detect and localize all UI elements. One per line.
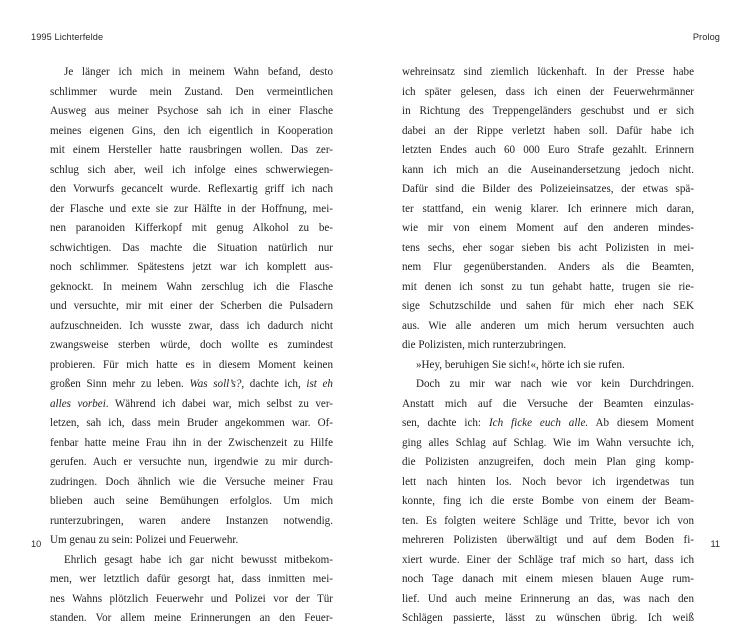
text-segment: mit einem Hersteller hatte rausbringen wollen. Das zer- — [50, 144, 333, 156]
text-line — [402, 317, 694, 337]
text-line — [50, 258, 333, 278]
text-segment: konnte, fing ich die erste Bombe von einem der Beam- — [402, 495, 694, 507]
text-line — [402, 83, 694, 103]
text-line — [402, 63, 694, 83]
text-line — [50, 453, 333, 473]
text-segment: kann ich mich an die Auseinandersetzung jedoch nicht. — [402, 163, 694, 176]
running-head-left: 1995 Lichterfelde — [31, 32, 104, 42]
text-segment: , dachte ich, — [241, 378, 307, 390]
text-segment: runterzubringen, waren andere Instanzen notwendig. — [50, 514, 333, 527]
text-segment: lett nach hinten los. Noch bevor ich irgendetwas tun — [402, 475, 694, 488]
text-line — [50, 278, 333, 298]
text-segment: tens sechs, eher sogar sieben bis acht Polizisten in mei- — [402, 241, 694, 254]
text-line — [402, 512, 694, 532]
text-segment: Ausweg aus meiner Psychose sah ich in einer Flasche — [50, 105, 333, 117]
text-line — [50, 492, 333, 512]
text-line — [402, 219, 694, 239]
text-line — [50, 200, 333, 220]
text-segment: fenbar hatte meine Frau ihn in der Zwischenzeit zu Hilfe — [50, 436, 333, 449]
text-segment: letzten Endes auch 60 000 Euro Strafe gezahlt. Erinnern — [402, 144, 694, 156]
text-segment: nes Wahns plötzlich Feuerwehr und Polizei vor der Tür — [50, 592, 333, 605]
text-segment: nem Flur gegenüberstanden. Anders als die Beamten, — [402, 261, 694, 273]
text-segment: großen Sinn mehr zu leben. — [50, 378, 190, 390]
text-line — [50, 512, 333, 532]
text-segment: Anstatt mich auf die Versuche der Beamten einzulas- — [402, 397, 694, 410]
text-line — [402, 590, 694, 610]
text-segment: . Während ich dabei war, mich selbst zu ver- — [105, 397, 333, 410]
right-page — [375, 0, 750, 624]
text-line — [402, 102, 694, 122]
text-line — [50, 239, 333, 259]
text-line — [50, 219, 333, 239]
left-page — [0, 0, 375, 624]
text-line — [50, 317, 333, 337]
text-line — [50, 122, 333, 142]
right-body-text — [402, 63, 694, 629]
text-segment: dabei an der Rippe verletzt haben soll. Dafür habe ich — [402, 124, 694, 137]
running-head-right: Prolog — [692, 32, 720, 42]
text-line — [402, 200, 694, 220]
text-segment: Schlägen passierte, lässt zu wünschen übrig. Ich weiß — [402, 612, 694, 624]
text-segment: in Richtung des Treppengeländers geschubst und er sich — [402, 105, 694, 117]
text-line — [402, 531, 694, 551]
text-line — [402, 492, 694, 512]
text-line — [402, 161, 694, 181]
text-segment: Je länger ich mich in meinem Wahn befand, desto — [64, 66, 333, 78]
text-line — [50, 356, 333, 376]
text-line — [50, 414, 333, 434]
italic-segment: alles vorbei — [50, 397, 106, 410]
text-segment: der Flasche und exte sie zur Hälfte in der Hoffnung, mei- — [50, 202, 333, 215]
text-segment: schlug sich aber, weil ich infolge eines schwerwiegen- — [50, 163, 333, 176]
text-line — [50, 375, 333, 395]
text-segment: ter stattfand, ein wenig klarer. Ich erinnere mich daran, — [402, 202, 694, 215]
page-number-right: 11 — [710, 539, 720, 549]
text-segment: die Polizisten anzugreifen, doch mein Plan ging komp- — [402, 456, 694, 468]
text-line — [402, 180, 694, 200]
text-line — [402, 356, 694, 376]
text-segment: Um genau zu sein: Polizei und Feuerwehr. — [50, 534, 239, 546]
text-segment: zudringen. Doch ähnlich wie die Versuche meiner Frau — [50, 475, 333, 488]
text-segment: probieren. Für mich hatte es in diesem Moment keinen — [50, 358, 333, 371]
text-segment: die Polizisten, mich runterzubringen. — [402, 339, 567, 351]
text-segment: schlimmer wurde mein Zustand. Den vermeintlichen — [50, 85, 333, 98]
text-segment: mit denen ich sonst zu tun gehabt hatte, trugen sie rie- — [402, 280, 694, 293]
page-number-left: 10 — [31, 539, 42, 549]
text-segment: gerufen. Auch er versuchte nun, irgendwie zu mir durch- — [50, 456, 333, 468]
italic-segment: Was soll’s? — [189, 378, 242, 390]
text-segment: und versuchte, mir mit einer der Scherben die Pulsadern — [50, 300, 333, 312]
text-line — [50, 395, 333, 415]
text-segment: ich später gelesen, dass ich einen der Feuerwehrmänner — [402, 85, 694, 98]
text-line — [402, 414, 694, 434]
text-segment: zwangsweise sterben würde, doch wollte es zumindest — [50, 339, 333, 351]
text-segment: noch schlimmer. Spätestens jetzt war ich komplett aus- — [50, 261, 333, 273]
text-segment: sen, dachte ich: — [402, 417, 489, 429]
text-line — [50, 609, 333, 629]
text-line — [402, 336, 694, 356]
text-line — [402, 122, 694, 142]
text-segment: geknockt. In meinem Wahn zerschlug ich die Flasche — [50, 280, 333, 293]
text-line — [50, 102, 333, 122]
italic-segment: Ich ficke euch alle. — [488, 417, 589, 429]
text-line — [402, 375, 694, 395]
text-segment: xiert wurde. Einer der Schläge traf mich so hart, dass ich — [402, 553, 694, 566]
text-line — [402, 141, 694, 161]
left-body-text — [50, 63, 333, 629]
text-segment: ging alles Schlag auf Schlag. Wie im Wahn versuchte ich, — [402, 436, 694, 449]
text-segment: nen paranoiden Kifferkopf mit genug Alkohol zu be- — [50, 222, 333, 234]
text-line — [50, 531, 333, 551]
text-line — [50, 63, 333, 83]
text-line — [402, 395, 694, 415]
text-line — [50, 551, 333, 571]
text-segment: wie mir von einem Moment auf den anderen mindes- — [402, 222, 694, 234]
text-line — [50, 180, 333, 200]
text-segment: wehreinsatz sind ziemlich lückenhaft. In der Presse habe — [402, 66, 694, 78]
text-line — [50, 473, 333, 493]
text-line — [402, 551, 694, 571]
text-line — [50, 297, 333, 317]
text-line — [402, 570, 694, 590]
text-line — [50, 434, 333, 454]
text-line — [402, 434, 694, 454]
text-segment: standen. Vor allem meine Erinnerungen an den Feuer- — [50, 612, 333, 624]
text-segment: »Hey, beruhigen Sie sich!«, hörte ich sie rufen. — [416, 358, 625, 371]
text-segment: mehreren Polizisten überwältigt und auf dem Boden fi- — [402, 534, 694, 546]
text-segment: schwichtigen. Das machte die Situation natürlich nur — [50, 241, 333, 254]
text-segment: meines eigenen Gins, den ich eigentlich in Kooperation — [50, 124, 333, 137]
text-line — [50, 161, 333, 181]
text-line — [50, 336, 333, 356]
text-line — [402, 258, 694, 278]
text-line — [402, 278, 694, 298]
text-segment: noch Tage danach mit einem miesen blauen Auge rum- — [402, 573, 694, 585]
text-segment: Doch zu mir war nach wie vor kein Durchdringen. — [416, 378, 694, 390]
text-line — [402, 297, 694, 317]
text-line — [402, 239, 694, 259]
text-segment: aus. Wie alle anderen um mich herum versuchten auch — [402, 319, 694, 332]
italic-segment: ist eh — [306, 378, 333, 390]
text-segment: men, wer letztlich dafür gesorgt hat, dass inmitten mei- — [50, 573, 333, 585]
text-line — [402, 609, 694, 629]
text-segment: blieben auch seine Bemühungen erfolglos. Um mich — [50, 495, 333, 507]
text-segment: den Vorwurfs gecancelt wurde. Reflexartig griff ich nach — [50, 183, 333, 195]
text-segment: Dafür sind die Bilder des Polizeieinsatzes, der etwas spä- — [402, 183, 694, 195]
text-segment: Ab diesem Moment — [588, 417, 694, 429]
text-segment: Ehrlich gesagt habe ich gar nicht bewusst mitbekom- — [64, 553, 333, 566]
text-segment: letzen, sah ich, dass mein Bruder angekommen war. Of- — [50, 417, 333, 429]
text-segment: ten. Es folgten weitere Schläge und Tritte, bevor ich von — [402, 514, 694, 527]
text-line — [50, 570, 333, 590]
text-line — [402, 473, 694, 493]
text-segment: aufzuschneiden. Ich wusste zwar, dass ich dadurch nicht — [50, 319, 333, 332]
text-line — [50, 141, 333, 161]
text-line — [50, 83, 333, 103]
text-segment: lief. Und auch meine Erinnerung an das, was nach den — [402, 592, 694, 605]
text-segment: sige Schutzschilde und sahen für mich eher nach SEK — [402, 300, 694, 312]
text-line — [402, 453, 694, 473]
text-line — [50, 590, 333, 610]
